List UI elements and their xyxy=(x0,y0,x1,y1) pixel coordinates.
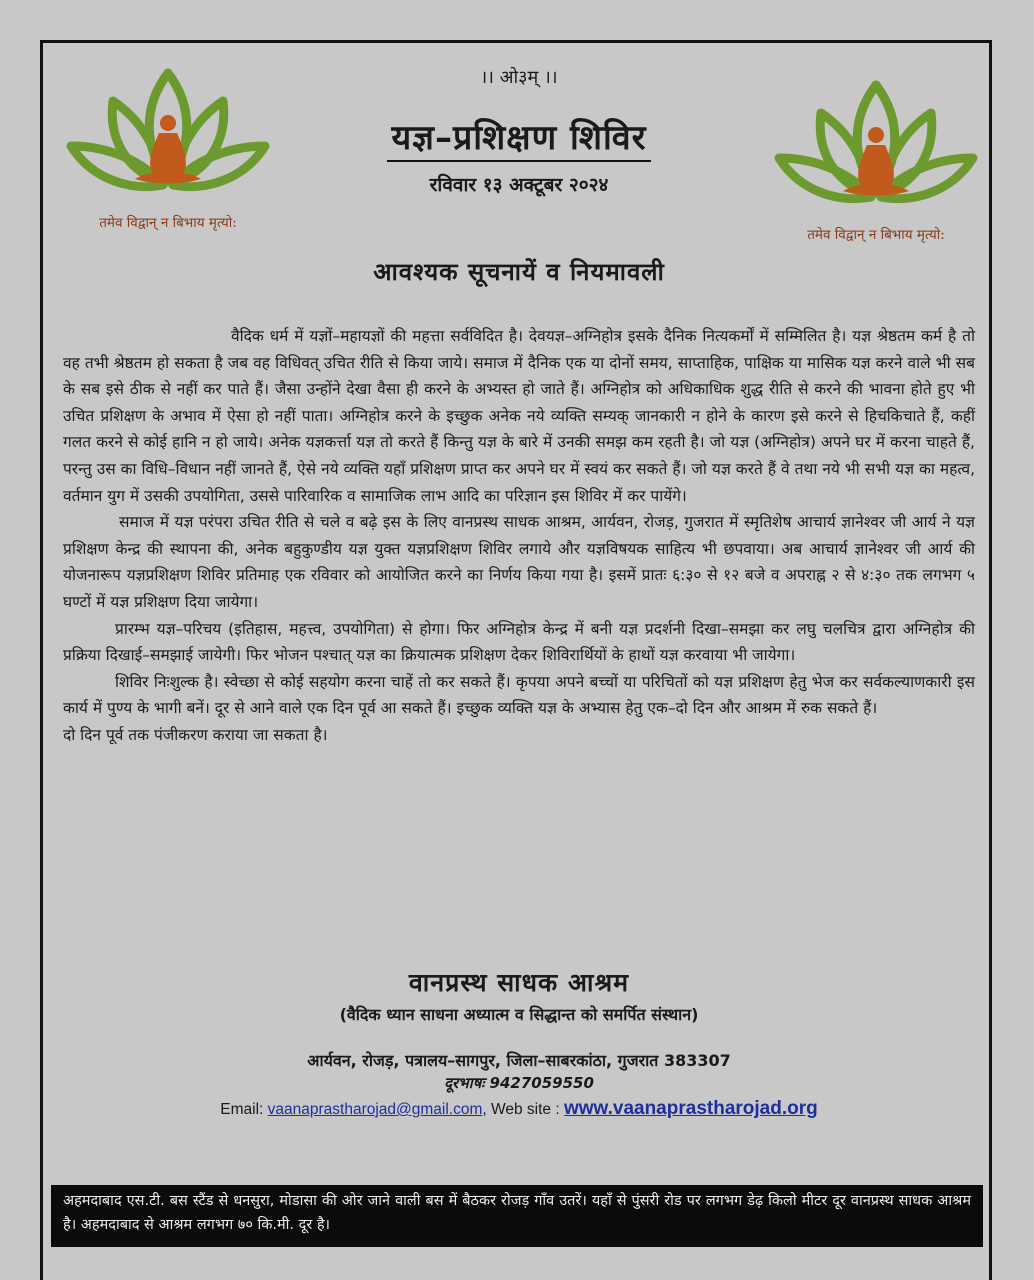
page-title xyxy=(43,113,995,159)
organization-name: वानप्रस्थ साधक आश्रम xyxy=(408,968,630,997)
notice-page xyxy=(40,40,992,1280)
contact-line xyxy=(43,1098,995,1120)
paragraph: समाज में यज्ञ परंपरा उचित रीति से चले व बढ़े इस के लिए वानप्रस्थ साधक आश्रम, आर्यवन, रोजड़, गुजरात में स्मृतिशेष आचार्य ज्ञानेश्वर जी आर्य ने यज्ञ प्रशिक्षण केन्द्र की स्थापना की, अनेक बहुकुण्डीय यज्ञ युक्त यज्ञप्रशिक्षण शिविर लगाये और यज्ञविषयक साहित्य भी छपवाया। अब आचार्य ज्ञानेश्वर जी आर्य की योजनारूप यज्ञप्रशिक्षण शिविर प्रतिमाह एक रविवार को आयोजित करने का निर्णय किया गया है। इसमें प्रातः ६:३० से १२ बजे व अपराह्न २ से ४:३० तक लगभग ५ घण्टों में यज्ञ प्रशिक्षण दिया जायेगा। xyxy=(63,513,975,611)
email-label: Email: xyxy=(220,1101,268,1118)
om-heading: ।। ओ३म् ।। xyxy=(480,67,558,88)
logo-right xyxy=(771,73,981,253)
section-heading: आवश्यक सूचनायें व नियमावली xyxy=(373,258,665,286)
logo-motto: तमेव विद्वान् न बिभाय मृत्यो: xyxy=(99,215,237,231)
paragraph: प्रारम्भ यज्ञ–परिचय (इतिहास, महत्त्व, उपयोगिता) से होगा। फिर अग्निहोत्र केन्द्र में बनी यज्ञ प्रदर्शनी दिखा–समझा कर लघु चलचित्र द्वारा अग्निहोत्र की प्रक्रिया दिखाई–समझाई जायेगी। फिर भोजन पश्चात् यज्ञ का क्रियात्मक प्रशिक्षण देकर शिविरार्थियों के हाथों यज्ञ करवाया भी जायेगा। xyxy=(63,619,976,665)
organization-phone: दूरभाषः 9427059550 xyxy=(444,1074,594,1092)
paragraph: शिविर निःशुल्क है। स्वेच्छा से कोई सहयोग करना चाहें तो कर सकते हैं। कृपया अपने बच्चों या परिचितों को यज्ञ प्रशिक्षण हेतु भेज कर सर्वकल्याणकारी इस कार्य में पुण्य के भागी बनें। दूर से आने वाले एक दिन पूर्व आ सकते हैं। इच्छुक व्यक्ति यज्ञ के अभ्यास हेतु एक–दो दिन और आश्रम में रुक सकते हैं। xyxy=(63,672,975,718)
paragraph: दो दिन पूर्व तक पंजीकरण कराया जा सकता है। xyxy=(63,725,328,744)
website-link[interactable]: www.vaanaprastharojad.org xyxy=(563,1098,818,1119)
logo-motto: तमेव विद्वान् न बिभाय मृत्यो: xyxy=(807,227,945,243)
directions-footer: अहमदाबाद एस.टी. बस स्टैंड से धनसुरा, मोडासा की ओर जाने वाली बस में बैठकर रोजड़ गाँव उतरें। यहाँ से पुंसरी रोड पर लगभग डेढ़ किलो मीटर दूर वानप्रस्थ साधक आश्रम है। अहमदाबाद से आश्रम लगभग ७० कि.मी. दूर है। xyxy=(51,1185,983,1247)
email-link[interactable]: vaanaprastharojad@gmail.com xyxy=(267,1101,483,1118)
website-label: , Web site : xyxy=(482,1101,564,1118)
paragraph: वैदिक धर्म में यज्ञों–महायज्ञों की महत्ता सर्वविदित है। देवयज्ञ–अग्निहोत्र इसके दैनिक नित्यकर्मों में सम्मिलित है। यज्ञ श्रेष्ठतम कर्म है तो वह तभी श्रेष्ठतम हो सकता है जब वह विधिवत् उचित रीति से किया जाये। समाज में दैनिक एक या दोनों समय, साप्ताहिक, पाक्षिक या मासिक यज्ञ करने वाले भी सब के सब इसे ठीक से नहीं कर पाते हैं। जैसा उन्होंने देखा वैसा ही करने के अभ्यस्त हो जाते हैं। अग्निहोत्र को अधिकाधिक शुद्ध रीति से करने की भावना होते हुए भी उचित प्रशिक्षण के अभाव में ऐसा हो नहीं पाता। अग्निहोत्र करने के इच्छुक अनेक नये व्यक्ति सम्यक् जानकारी न होने के कारण इसे करने से हिचकिचाते हैं, कहीं गलत करने से कोई हानि न हो जाये। अनेक यज्ञकर्त्ता यज्ञ तो करते हैं किन्तु यज्ञ के बारे में उनकी समझ कम रहती है। जो यज्ञ (अग्निहोत्र) अपने घर में करना चाहते हैं, परन्तु उस का विधि–विधान नहीं जानते हैं, ऐसे नये व्यक्ति यहाँ प्रशिक्षण प्राप्त कर अपने घर में स्वयं कर सकते हैं। जो यज्ञ करते हैं वे तथा नये भी सभी यज्ञ का महत्व, वर्तमान युग में उसकी उपयोगिता, उससे पारिवारिक व सामाजिक लाभ आदि का परिज्ञान इस शिविर में कर पायेंगे। xyxy=(63,327,975,505)
event-date: रविवार १३ अक्टूबर २०२४ xyxy=(429,174,609,196)
organization-address: आर्यवन, रोजड़, पत्रालय–सागपुर, जिला–साबरकांठा, गुजरात 383307 xyxy=(307,1051,731,1070)
notice-body xyxy=(63,323,975,749)
page-title-text: यज्ञ–प्रशिक्षण शिविर xyxy=(387,118,650,162)
organization-tagline: (वैदिक ध्यान साधना अध्यात्म व सिद्धान्त को समर्पित संस्थान) xyxy=(339,1005,699,1024)
